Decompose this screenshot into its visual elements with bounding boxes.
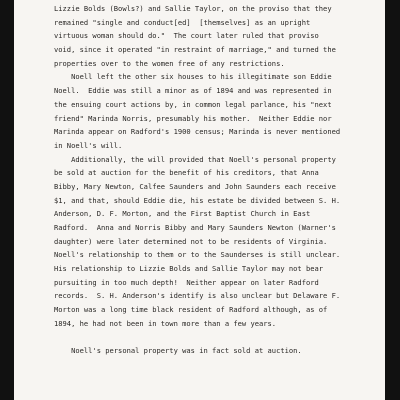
text-line [54,331,376,345]
text-line: pursuiting in too much depth! Neither appear on later Radford [54,277,319,287]
text-line: Additionally, the will provided that Noell's personal property [54,154,336,164]
text-line: be sold at auction for the benefit of his creditors, that Anna [54,168,319,178]
text-line: Noell left the other six houses to his illegitimate son Eddie [54,72,332,82]
text-line: in Noell's will. [54,140,123,150]
text-line: remained "single and conduct[ed] [themselves] as an upright [54,17,311,27]
text-line: Bibby, Mary Newton, Calfee Saunders and John Saunders each receive [54,181,336,191]
text-line: the ensuing court actions by, in common legal parlance, his "next [54,99,332,109]
text-line: Marinda appear on Radford's 1900 census; Marinda is never mentioned [54,127,341,137]
text-line: virtuous woman should do." The court later ruled that proviso [54,31,319,41]
text-line: Lizzie Bolds (Bowls?) and Sallie Taylor, on the proviso that they [54,4,332,13]
text-line: daughter) were later determined not to be residents of Virginia. [54,236,328,246]
text-line: void, since it operated "in restraint of marriage," and turned the [54,45,336,55]
document-page [14,0,385,400]
text-line: $1, and that, should Eddie die, his estate be divided between S. H. [54,195,341,205]
text-line: Noell's personal property was in fact sold at auction. [54,346,302,356]
text-line: Noell's relationship to them or to the Saunderses is still unclear. [54,250,341,260]
text-line: Anderson, D. F. Morton, and the First Baptist Church in East [54,209,311,219]
document-body [54,2,376,358]
text-line: properties over to the women free of any restrictions. [54,58,285,68]
text-line: His relationship to Lizzie Bolds and Sallie Taylor may not bear [54,264,324,274]
text-line: Radford. Anna and Norris Bibby and Mary Saunders Newton (Warner's [54,223,336,232]
text-line: 1894, he had not been in town more than a few years. [54,318,277,328]
text-line: Morton was a long time black resident of Radford although, as of [54,305,328,315]
text-line: friend" Marinda Norris, presumably his mother. Neither Eddie nor [54,113,332,123]
text-line: Noell. Eddie was still a minor as of 1894 and was represented in [54,86,332,96]
text-line: records. S. H. Anderson's identify is also unclear but Delaware F. [54,291,341,301]
